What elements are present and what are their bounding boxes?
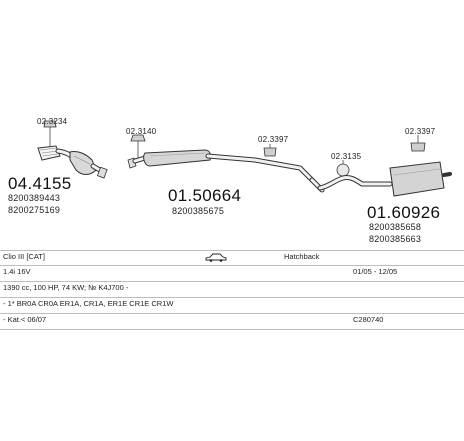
car-icon <box>205 253 227 264</box>
oe-number: 8200389443 <box>8 193 61 203</box>
part-ref-label: 02.3135 <box>331 152 362 161</box>
spec-cell: 1390 cc, 100 HP, 74 KW; № K4J700 - <box>3 283 129 292</box>
codes-cell: - 1* BR0A CR0A ER1A, CR1A, ER1E CR1E CR1W <box>3 299 174 308</box>
part-ref-label: 02.3397 <box>405 127 436 136</box>
model-cell: Clio III [CAT] <box>3 252 45 261</box>
table-row <box>0 251 464 265</box>
part-ref-label: 02.3140 <box>126 127 157 136</box>
oe-number: 8200385658 <box>369 222 422 232</box>
part-number: 04.4155 <box>8 174 72 193</box>
table-divider <box>0 329 464 330</box>
table-row <box>0 298 464 312</box>
part-ref-label: 02.3234 <box>37 117 68 126</box>
centre-silencer-shape <box>128 150 322 190</box>
oe-number: 8200385663 <box>369 234 422 244</box>
part-number: 01.50664 <box>168 186 242 205</box>
catalog-code-cell: C280740 <box>353 315 384 324</box>
table-row <box>0 266 464 280</box>
years-cell: 01/05 - 12/05 <box>353 267 398 276</box>
engine-cell: 1.4i 16V <box>3 267 31 276</box>
table-row <box>0 282 464 296</box>
part-number: 01.60926 <box>367 203 441 222</box>
oe-number: 8200275169 <box>8 205 61 215</box>
oe-number: 8200385675 <box>172 206 225 216</box>
body-type-cell: Hatchback <box>284 252 320 261</box>
kat-cell: - Kat.< 06/07 <box>3 315 47 324</box>
table-row <box>0 314 464 328</box>
part-ref-label: 02.3397 <box>258 135 289 144</box>
